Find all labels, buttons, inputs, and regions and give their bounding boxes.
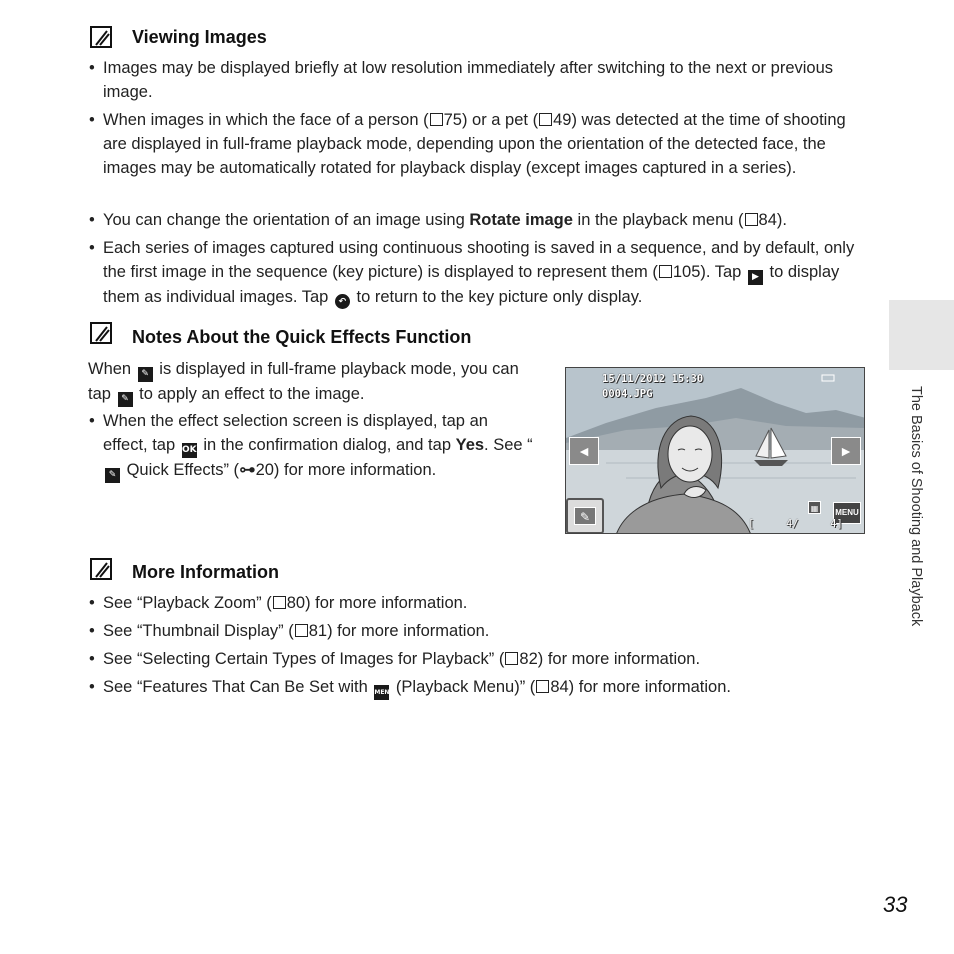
quick-effects-icon: ✎ bbox=[138, 367, 153, 382]
menu-icon: MENU bbox=[374, 685, 389, 700]
list-item: • See “Selecting Certain Types of Images for Playback” ( 82) for more information. bbox=[89, 650, 701, 668]
quick-effects-icon: ✎ bbox=[105, 468, 120, 483]
camera-playback-screen bbox=[565, 367, 865, 534]
list-item: • When the effect selection screen is displayed, tap an effect, tap OK in the confirmation dialog, and tap Yes. See “✎ Quick Effects” (⊶20) for more information. bbox=[103, 409, 533, 483]
reference-section-icon: ⊶ bbox=[239, 461, 256, 479]
list-item: • Images may be displayed briefly at low resolution immediately after switching to the next or previous image. bbox=[89, 59, 834, 101]
datetime-readout: 15/11/2012 15:30 bbox=[602, 373, 704, 385]
quick-effects-button[interactable] bbox=[566, 498, 604, 534]
book-ref-icon bbox=[745, 213, 758, 226]
quick-effects-icon: ✎ bbox=[118, 392, 133, 407]
chapter-tab bbox=[889, 300, 954, 370]
list-item: • See “Playback Zoom” ( 80) for more information. bbox=[89, 594, 468, 612]
list-item: • You can change the orientation of an image using Rotate image in the playback menu ( 84). bbox=[89, 211, 787, 229]
menu-button[interactable]: MENU bbox=[833, 502, 861, 524]
chapter-side-label: The Basics of Shooting and Playback bbox=[908, 386, 924, 627]
sequence-icon: ▦ bbox=[808, 501, 821, 514]
filename-readout: 0004.JPG bbox=[602, 388, 653, 400]
previous-image-button[interactable]: ◄ bbox=[569, 437, 599, 465]
list-item: • See “Thumbnail Display” ( 81) for more information. bbox=[89, 622, 490, 640]
quick-effects-icon: ✎ bbox=[574, 507, 596, 525]
book-ref-icon bbox=[295, 624, 308, 637]
frame-counter: [ 4/ 4] bbox=[748, 518, 843, 530]
list-item: • Each series of images captured using continuous shooting is saved in a sequence, and by default, only the first image in the sequence (key picture) is displayed to represent them ( 105). Tap ▶ to display them as individual images. Tap ↶ to return to the key picture only display. bbox=[103, 236, 873, 309]
book-ref-icon bbox=[536, 680, 549, 693]
section-title-more-information: More Information bbox=[132, 562, 279, 582]
next-image-button[interactable]: ► bbox=[831, 437, 861, 465]
list-item: • When images in which the face of a person ( 75) or a pet ( 49) was detected at the time of shooting are displayed in full-frame playback mode, depending upon the orientation of the detected face, the images may be automatically rotated for playback display (except images captured in a series). bbox=[89, 111, 846, 177]
back-icon: ↶ bbox=[335, 294, 350, 309]
book-ref-icon bbox=[273, 596, 286, 609]
section-title-quick-effects: Notes About the Quick Effects Function bbox=[132, 327, 472, 347]
page-number: 33 bbox=[883, 892, 908, 917]
frame-counter-bracket-end: ] bbox=[836, 518, 843, 530]
section-title-viewing: Viewing Images bbox=[132, 27, 267, 47]
note-icon bbox=[90, 26, 112, 48]
frame-counter-bracket: [ bbox=[748, 518, 786, 530]
quick-effects-paragraph: When ✎ is displayed in full-frame playback mode, you can tap ✎ to apply an effect to the image. bbox=[88, 357, 528, 407]
book-ref-icon bbox=[505, 652, 518, 665]
book-ref-icon bbox=[539, 113, 552, 126]
note-icon bbox=[90, 322, 112, 344]
list-item: • See “Features That Can Be Set with MENU (Playback Menu)” ( 84) for more information. bbox=[103, 675, 863, 700]
book-ref-icon bbox=[659, 265, 672, 278]
ok-icon: OK bbox=[182, 443, 197, 458]
book-ref-icon bbox=[430, 113, 443, 126]
note-icon bbox=[90, 558, 112, 580]
play-icon: ▶ bbox=[748, 270, 763, 285]
